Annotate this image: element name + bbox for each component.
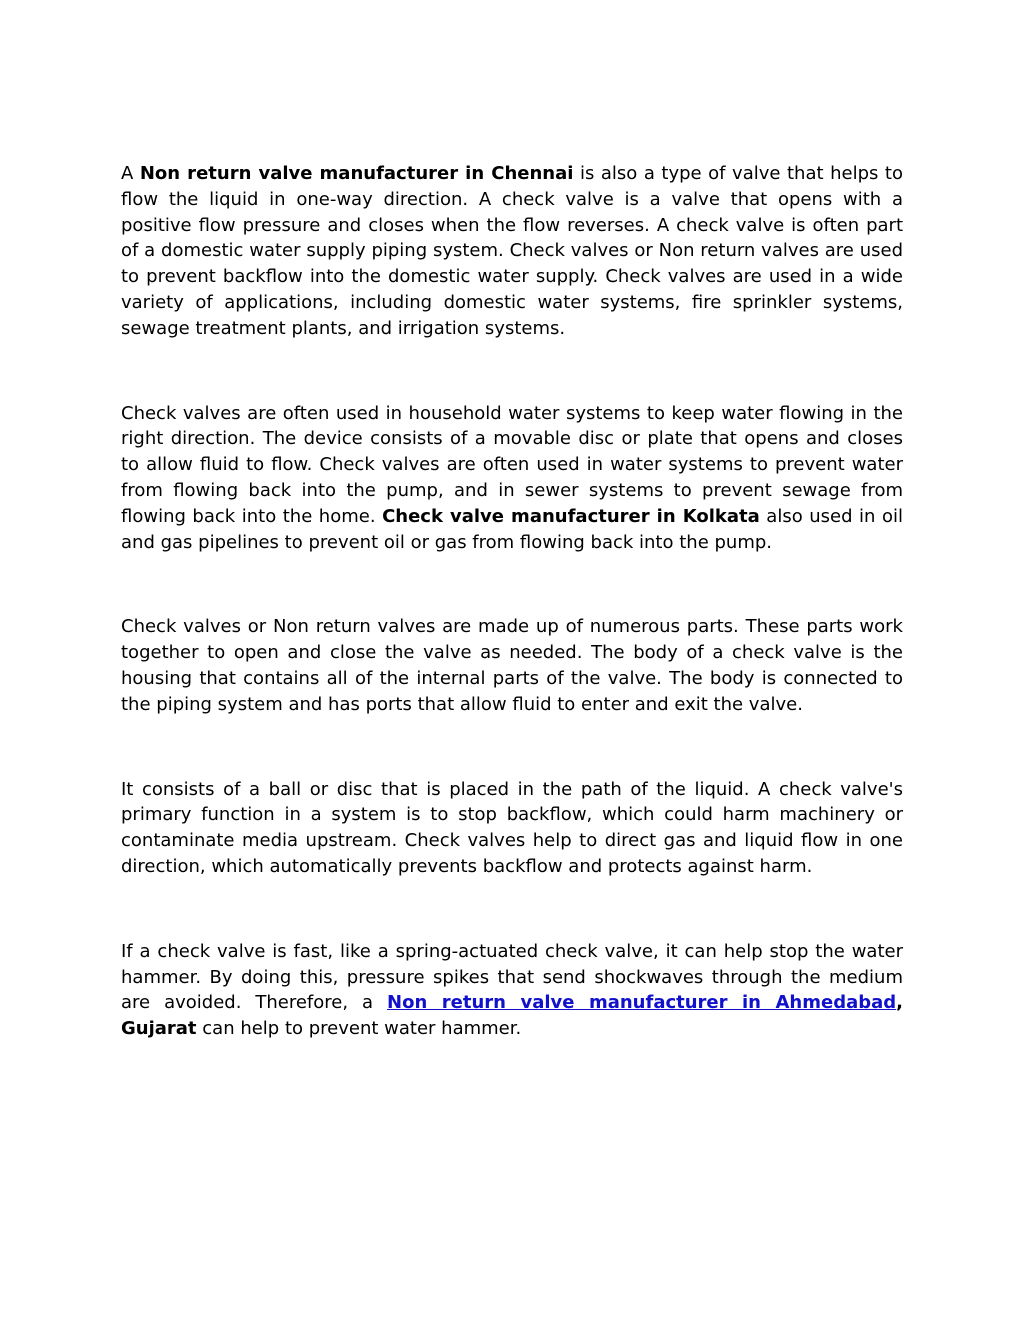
paragraph-1 bbox=[121, 161, 903, 342]
paragraph-3 bbox=[121, 614, 903, 717]
paragraph-2-rest: also used in oil and gas pipelines to prevent oil or gas from flowing back into the pump. bbox=[121, 505, 903, 553]
paragraph-3-text: Check valves or Non return valves are made up of numerous parts. These parts work together to open and close the valve as needed. The body of a check valve is the housing that contains all of the internal parts of the valve. The body is connected to the piping system and has ports that allow fluid to enter and exit the valve. bbox=[121, 616, 903, 715]
paragraph-2 bbox=[121, 401, 903, 556]
paragraph-1-lead: A bbox=[121, 163, 140, 184]
paragraph-5-rest: can help to prevent water hammer. bbox=[196, 1018, 522, 1040]
paragraph-4-text: It consists of a ball or disc that is placed in the path of the liquid. A check valve's primary function in a system is to stop backflow, which could harm machinery or contaminate media upstream. Check valves help to direct gas and liquid flow in one direction, which automatically prevents backflow and protects against harm. bbox=[121, 778, 903, 877]
gujarat-keyword: , Gujarat bbox=[121, 992, 903, 1040]
paragraph-5-lead: If a check valve is fast, like a spring-actuated check valve, it can help stop the water hammer. By doing this, pressure spikes that send shockwaves through the medium are avoided. Therefore, a bbox=[121, 940, 903, 1014]
chennai-keyword: Non return valve manufacturer in Chennai bbox=[139, 163, 574, 184]
ahmedabad-link[interactable]: Non return valve manufacturer in Ahmedabad bbox=[387, 992, 897, 1014]
kolkata-keyword: Check valve manufacturer in Kolkata bbox=[382, 505, 760, 527]
paragraph-5 bbox=[121, 939, 903, 1042]
paragraph-4 bbox=[121, 777, 903, 880]
document-page bbox=[121, 161, 903, 1042]
paragraph-2-lead: Check valves are often used in household water systems to keep water flowing in the right direction. The device consists of a movable disc or plate that opens and closes to allow fluid to flow. Check valves are often used in water systems to prevent water from flowing back into the pump, and in sewer systems to prevent sewage from flowing back into the home. bbox=[121, 402, 903, 527]
paragraph-1-rest: is also a type of valve that helps to flow the liquid in one-way direction. A check valve is a valve that opens with a positive flow pressure and closes when the flow reverses. A check valve is often part of a domestic water supply piping system. Check valves or Non return valves are used to prevent backflow into the domestic water supply. Check valves are used in a wide variety of applications, including domestic water systems, fire sprinkler systems, sewage treatment plants, and irrigation systems. bbox=[121, 163, 903, 339]
